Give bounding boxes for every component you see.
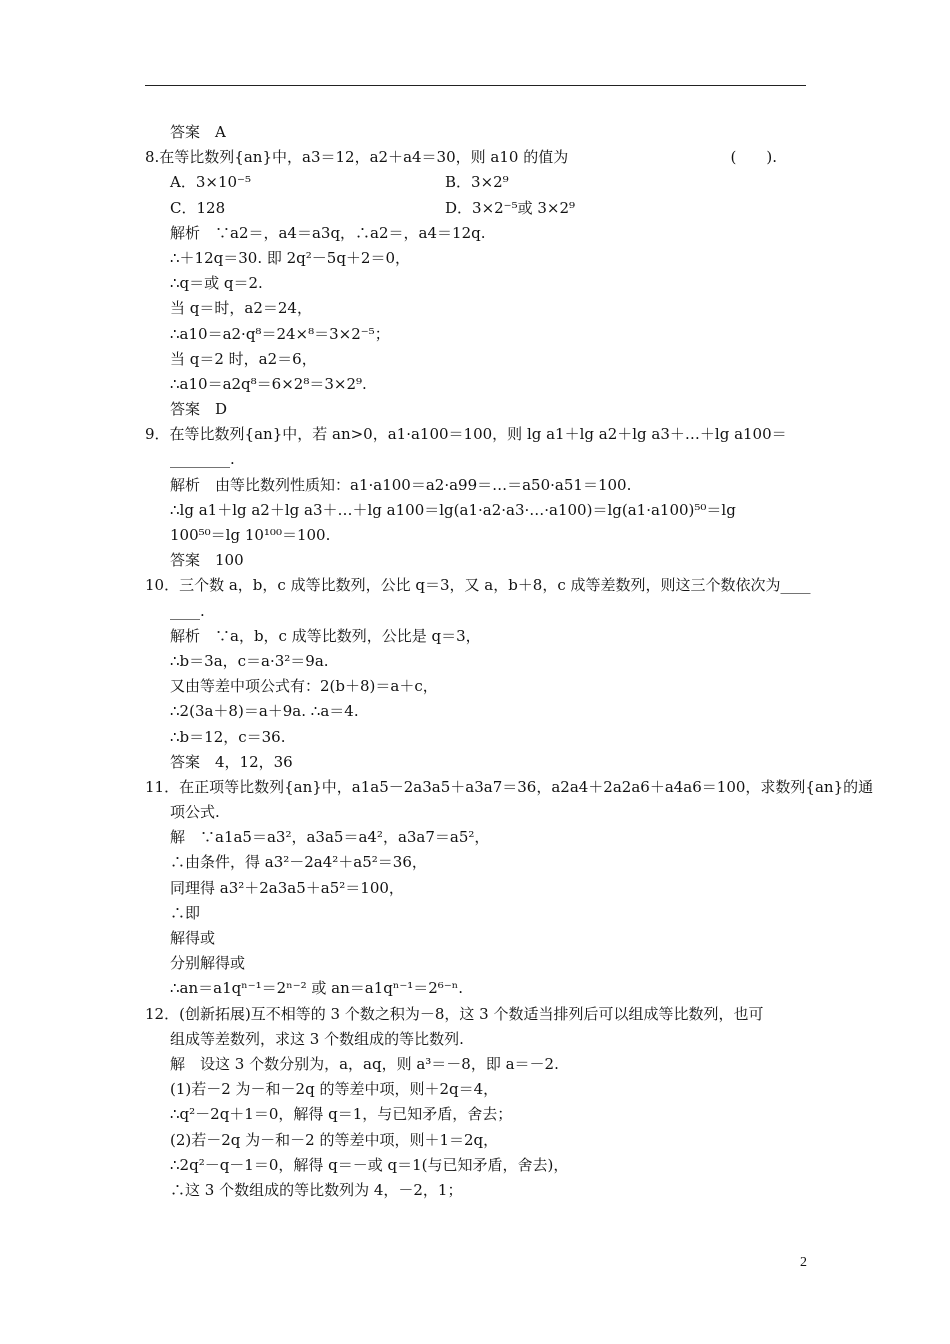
text-line xyxy=(145,976,807,1001)
text-line xyxy=(145,951,807,976)
line-text: 解析 ∵a2＝，a4＝a3q，∴a2＝，a4＝12q. xyxy=(170,223,486,242)
text-line xyxy=(145,447,807,472)
text-line xyxy=(145,1077,807,1102)
line-text: 同理得 a3²＋2a3a5＋a5²＝100， xyxy=(170,878,404,897)
line-text: 解得或 xyxy=(170,929,216,947)
line-text: 又由等差中项公式有：2(b＋8)＝a＋c， xyxy=(170,677,438,696)
text-line xyxy=(145,498,807,523)
header-rule xyxy=(145,85,806,86)
text-line xyxy=(145,473,807,498)
line-text: 组成等差数列，求这 3 个数组成的等比数列. xyxy=(170,1029,464,1048)
text-line xyxy=(145,1128,807,1153)
line-text: 10．三个数 a，b，c 成等比数列，公比 q＝3，又 a，b＋8，c 成等差数列，则这三个数依次为____ xyxy=(145,576,811,595)
text-line xyxy=(145,699,807,724)
text-line xyxy=(145,422,807,447)
text-line xyxy=(145,573,811,598)
text-line xyxy=(145,170,807,195)
text-line xyxy=(145,1002,807,1027)
line-text: ∴q²－2q＋1＝0，解得 q＝1，与已知矛盾，舍去； xyxy=(170,1105,513,1124)
line-text: ∴a10＝a2·q⁸＝24×⁸＝3×2⁻⁵； xyxy=(170,324,390,343)
option-column-2: B．3×2⁹ xyxy=(445,173,509,192)
line-text: ∴b＝3a，c＝a·3²＝9a. xyxy=(170,651,329,670)
line-text: ∴由条件，得 a3²－2a4²＋a5²＝36， xyxy=(170,853,427,872)
text-line xyxy=(145,548,807,573)
text-line xyxy=(145,674,807,699)
text-line xyxy=(145,624,807,649)
text-line xyxy=(145,599,807,624)
line-text: 答案 100 xyxy=(170,551,244,570)
line-text: 11．在正项等比数列{an}中，a1a5－2a3a5＋a3a7＝36，a2a4＋2a2a6＋a4a6＝100，求数列{an}的通 xyxy=(145,777,874,796)
text-line xyxy=(145,120,807,145)
line-text: ∴这 3 个数组成的等比数列为 4，－2，1； xyxy=(170,1180,463,1199)
line-text: ∴b＝12，c＝36. xyxy=(170,727,286,746)
line-text: 分别解得或 xyxy=(170,954,246,973)
line-text: 12．(创新拓展)互不相等的 3 个数之积为－8，这 3 个数适当排列后可以组成等比数列，也可 xyxy=(145,1004,764,1023)
option-column-2: D．3×2⁻⁵或 3×2⁹ xyxy=(445,198,576,217)
line-text: ____. xyxy=(170,601,205,620)
line-text: 9．在等比数列{an}中，若 an>0，a1·a100＝100，则 lg a1＋lg a2＋lg a3＋…＋lg a100＝ xyxy=(145,425,787,444)
text-line xyxy=(145,1052,807,1077)
document-body xyxy=(145,120,874,1203)
line-text: C．128 xyxy=(170,198,226,217)
text-line xyxy=(145,775,874,800)
page-number: 2 xyxy=(800,1255,807,1270)
line-text: 答案 D xyxy=(170,400,228,419)
line-text: 解 设这 3 个数分别为，a，aq，则 a³＝－8，即 a＝－2. xyxy=(170,1054,559,1073)
text-line xyxy=(145,901,807,926)
line-text: 答案 4，12，36 xyxy=(170,752,293,771)
text-line xyxy=(145,850,807,875)
text-line xyxy=(145,322,807,347)
line-text: ∴2(3a＋8)＝a＋9a. ∴a＝4. xyxy=(170,702,359,721)
text-line xyxy=(145,1178,807,1203)
text-line xyxy=(145,221,807,246)
text-line xyxy=(145,296,807,321)
line-text: A．3×10⁻⁵ xyxy=(170,173,251,192)
line-text: (1)若－2 为－和－2q 的等差中项，则＋2q＝4， xyxy=(170,1080,499,1099)
answer-bracket: ( ). xyxy=(730,148,777,167)
line-text: ∴an＝a1qⁿ⁻¹＝2ⁿ⁻² 或 an＝a1qⁿ⁻¹＝2⁶⁻ⁿ. xyxy=(170,979,463,998)
line-text: ∴即 xyxy=(170,903,201,922)
line-text: 解析 ∵a，b，c 成等比数列，公比是 q＝3， xyxy=(170,626,481,645)
text-line xyxy=(145,246,807,271)
line-text: ∴lg a1＋lg a2＋lg a3＋…＋lg a100＝lg(a1·a2·a3·…·a100)＝lg(a1·a100)⁵⁰＝lg xyxy=(170,500,736,519)
text-line xyxy=(145,271,807,296)
line-text: 当 q＝时，a2＝24， xyxy=(170,299,312,318)
text-line xyxy=(145,372,807,397)
line-text: 当 q＝2 时，a2＝6， xyxy=(170,349,317,368)
text-line xyxy=(145,649,807,674)
line-text: ∴q＝或 q＝2. xyxy=(170,274,263,293)
line-text: ∴a10＝a2q⁸＝6×2⁸＝3×2⁹. xyxy=(170,374,367,393)
line-text: 解析 由等比数列性质知：a1·a100＝a2·a99＝…＝a50·a51＝100. xyxy=(170,475,632,494)
text-line xyxy=(145,1102,807,1127)
line-text: 100⁵⁰＝lg 10¹⁰⁰＝100. xyxy=(170,526,331,544)
text-line xyxy=(145,1153,807,1178)
text-line xyxy=(145,397,807,422)
line-text: (2)若－2q 为－和－2 的等差中项，则＋1＝2q， xyxy=(170,1130,499,1149)
text-line xyxy=(145,926,807,951)
text-line xyxy=(145,145,807,170)
text-line xyxy=(145,750,807,775)
line-text: 答案 A xyxy=(170,123,226,141)
text-line xyxy=(145,523,807,548)
text-line xyxy=(145,825,807,850)
line-text: ________. xyxy=(170,450,235,469)
text-line xyxy=(145,725,807,750)
line-text: ∴2q²－q－1＝0，解得 q＝－或 q＝1(与已知矛盾，舍去)， xyxy=(170,1155,569,1174)
text-line xyxy=(145,347,807,372)
text-line xyxy=(145,1027,807,1052)
text-line xyxy=(145,196,807,221)
text-line xyxy=(145,800,807,825)
line-text: 8.在等比数列{an}中，a3＝12，a2＋a4＝30，则 a10 的值为 xyxy=(145,148,569,167)
line-text: ∴＋12q＝30. 即 2q²－5q＋2＝0， xyxy=(170,248,411,267)
text-line xyxy=(145,876,807,901)
line-text: 解 ∵a1a5＝a3²，a3a5＝a4²，a3a7＝a5²， xyxy=(170,828,490,847)
line-text: 项公式. xyxy=(170,803,220,822)
